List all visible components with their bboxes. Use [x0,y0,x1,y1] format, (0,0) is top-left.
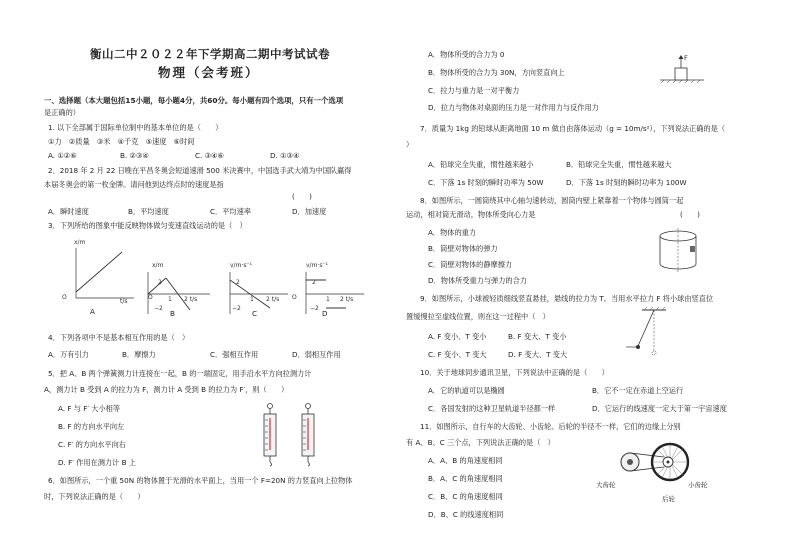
q8-paren: ( ) [680,210,700,219]
q3-b-tick-x2: 2 t/s [184,296,198,303]
q8-choice-c: C．筒壁对物体的静摩擦力 [428,260,513,269]
q11-choice-c: C．B、C 的角速度相同 [428,492,503,501]
q3-b-tick-1: 1 [168,296,172,303]
q3-stem: 3．下列所给的图象中能反映物体做匀变速直线运动的是（ ） [48,221,247,230]
q3-d-tick-neg2: −2 [310,305,319,312]
q10-choice-c: C．各国发射的这种卫星轨道半径都一样 [428,404,556,413]
q6-force-label: F [684,54,688,62]
q8-choice-a: A．物体的重力 [428,228,477,237]
q3-b-tick-neg2: −2 [154,305,163,312]
q10-choice-d: D．它运行的线速度一定大于第一宇宙速度 [592,404,727,413]
q1-choice-c: C. ③④⑥ [195,151,224,160]
q3-c-ylabel: v/m·s⁻¹ [230,262,253,269]
q3-b-tick-2: 2 [158,279,162,286]
q3-a-ylabel: x/m [74,239,86,246]
q8-stem: 8．如图所示，一圆筒绕其中心轴匀速转动，圆筒内壁上紧靠着一个物体与圆筒一起 [420,196,684,205]
q8-choice-d: D．物体所受重力与弹力的合力 [428,276,527,285]
section-heading-cont: 是正确的） [44,108,80,117]
small-gear [663,457,673,467]
q1-choice-a: A. ①②⑥ [48,151,77,160]
q11-choice-a: A．A、B 的角速度相同 [428,456,503,465]
q3-c-tick-neg2: −2 [232,305,241,312]
block-force-figure [658,54,708,84]
q5-choice-c: C. F′ 的方向水平向右 [58,440,126,449]
q6-stem: 6．如图所示，一个重 50N 的物体置于光滑的水平面上，当用一个 F=20N 的力竖直向上拉物体 [48,476,353,485]
q6-choice-c: C．拉力与重力是一对平衡力 [428,86,520,95]
q3-graph-a [68,246,138,304]
spring-scale-b [302,404,314,467]
spring-scale-a [264,404,276,467]
label-small-gear: 小齿轮 [688,481,708,489]
q10-choice-b: B．它不一定在赤道上空运行 [592,386,684,395]
q5-choice-b: B. F 的方向水平向左 [58,422,125,431]
q3-d-tick-1: 1 [326,296,330,303]
rotating-cylinder-figure [654,226,702,274]
q5-choice-d: D. F′ 作用在测力计 B 上 [58,458,136,467]
q6-choice-a: A．物体所受的合力为 0 [428,50,505,59]
q5-stem-cont: A，测力计 B 受到 A 的拉力为 F，测力计 A 受到 B 的拉力为 F′，则（ ） [44,385,289,394]
q3-a-origin: O [62,294,67,301]
q7-choice-d: D．下落 1s 时刻的瞬时功率为 100W [566,178,687,187]
label-rear-wheel: 后轮 [662,495,675,503]
q3-a-xlabel: t/s [120,298,128,305]
q9-choice-b: B. F 变大、T 变小 [508,332,567,341]
q7-choice-b: B．铅球完全失重，惯性越来越大 [566,160,672,169]
q7-choice-c: C．下落 1s 时刻的瞬时功率为 50W [428,178,544,187]
q2-choice-c: C．平均速率 [210,207,251,216]
label-large-gear: 大齿轮 [596,481,616,489]
large-gear [621,453,639,471]
q5-choice-a: A. F 与 F′ 大小相等 [58,404,121,413]
q1-choice-b: B. ②③④ [120,151,149,160]
q2-stem: 2．2018 年 2 月 22 日晚在平昌冬奥会短道速滑 500 米决赛中，中国选手武大靖为中国队赢得 [48,166,352,175]
q7-choice-a: A．铅球完全失重，惯性越来越小 [428,160,534,169]
exam-title: 衡山二中２０２２年下学期高二期中考试试卷 [90,47,330,61]
q7-stem-cont: ） [406,140,414,149]
q9-stem-cont: 置缓慢拉至虚线位置，则在这一过程中（ ） [406,312,550,321]
q4-choice-a: A．万有引力 [48,350,89,359]
q9-stem: 9．如图所示，小球被轻质细线竖直悬挂，悬线的拉力为 T。当用水平拉力 F 将小球由竖直位 [420,294,714,303]
q9-choice-d: D. F 变大、T 变大 [508,350,568,359]
q10-choice-a: A．它的轨道可以是椭圆 [428,386,505,395]
q6-stem-cont: 时，下列说法正确的是（ ） [44,492,145,501]
q3-d-origin: O [292,294,297,301]
q2-stem-cont: 本届冬奥会的第一枚金牌。请问他到达终点时的速度是指 [44,180,224,189]
q8-stem-cont: 运动，相对筒无滑动，物体所受向心力是 [406,210,536,219]
q6-choice-d: D．拉力与物体对桌面的压力是一对作用力与反作用力 [428,103,599,112]
exam-subtitle: 物理（会考班） [158,65,260,80]
q4-choice-c: C．强相互作用 [210,350,259,359]
q2-choice-d: D．加速度 [292,207,327,216]
q3-graph-d [298,270,368,320]
q11-choice-d: D．B、C 的线速度相同 [428,510,504,519]
section-heading: 一、选择题（本大题包括15小题，每小题4分，共60分。每小题有四个选项，只有一个选项 [44,96,344,105]
q4-choice-d: D．弱相互作用 [292,350,341,359]
q6-choice-b: B．物体所受的合力为 30N，方向竖直向上 [428,68,565,77]
q3-a-label: A [90,307,95,316]
q3-d-tick-2: 2 [312,279,316,286]
q3-d-tick-x2: 2 t/s [340,296,354,303]
q11-choice-b: B．A、C 的角速度相同 [428,474,503,483]
q3-c-tick-2: 2 [236,279,240,286]
q3-c-tick-1: 1 [250,296,254,303]
q2-choice-b: B．平均速度 [128,207,169,216]
q1-options: ①力 ②质量 ③米 ④千克 ⑤速度 ⑥时间 [48,137,195,146]
q9-choice-a: A. F 变小、T 变小 [428,332,487,341]
q10-stem: 10．关于地球同步通讯卫星，下列说法中正确的是（ ） [420,368,609,377]
pendulum-figure [624,306,684,360]
q3-b-origin: O [148,294,153,301]
q9-choice-c: C. F 变小、T 变大 [428,350,487,359]
q11-stem: 11．如图所示，自行车的大齿轮、小齿轮、后轮的半径不一样，它们的边缘上分别 [420,422,681,431]
q3-c-label: C [252,309,258,318]
q1-choice-d: D. ①③④ [270,151,300,160]
q2-choice-a: A．瞬时速度 [48,207,89,216]
q4-stem: 4．下列各项中不是基本相互作用的是（ ） [48,333,190,342]
q1-stem: 1. 以下全部属于国际单位制中的基本单位的是（ ） [48,123,223,132]
spring-scales-figure [256,402,326,466]
q5-stem: 5．把 A、B 两个弹簧测力计连接在一起，B 的一端固定，用手沿水平方向拉测力计 [48,369,312,378]
q3-d-ylabel: v/m·s⁻¹ [306,262,329,269]
q3-b-ylabel: x/m [152,262,164,269]
q8-choice-b: B．筒壁对物体的弹力 [428,244,498,253]
q4-choice-b: B．摩擦力 [122,350,156,359]
q11-stem-cont: 有 A、B、C 三个点，下列说法正确的是（ ） [406,438,555,447]
q7-stem: 7．质量为 1kg 的铅球从距离地面 10 m 做自由落体运动（g = 10m/s²），下列说法正确的是（ [420,124,726,133]
q2-paren: ( ) [292,192,312,201]
q3-b-label: B [170,309,175,318]
q3-d-label: D [322,309,328,318]
q3-c-tick-x2: 2 t/s [266,296,280,303]
